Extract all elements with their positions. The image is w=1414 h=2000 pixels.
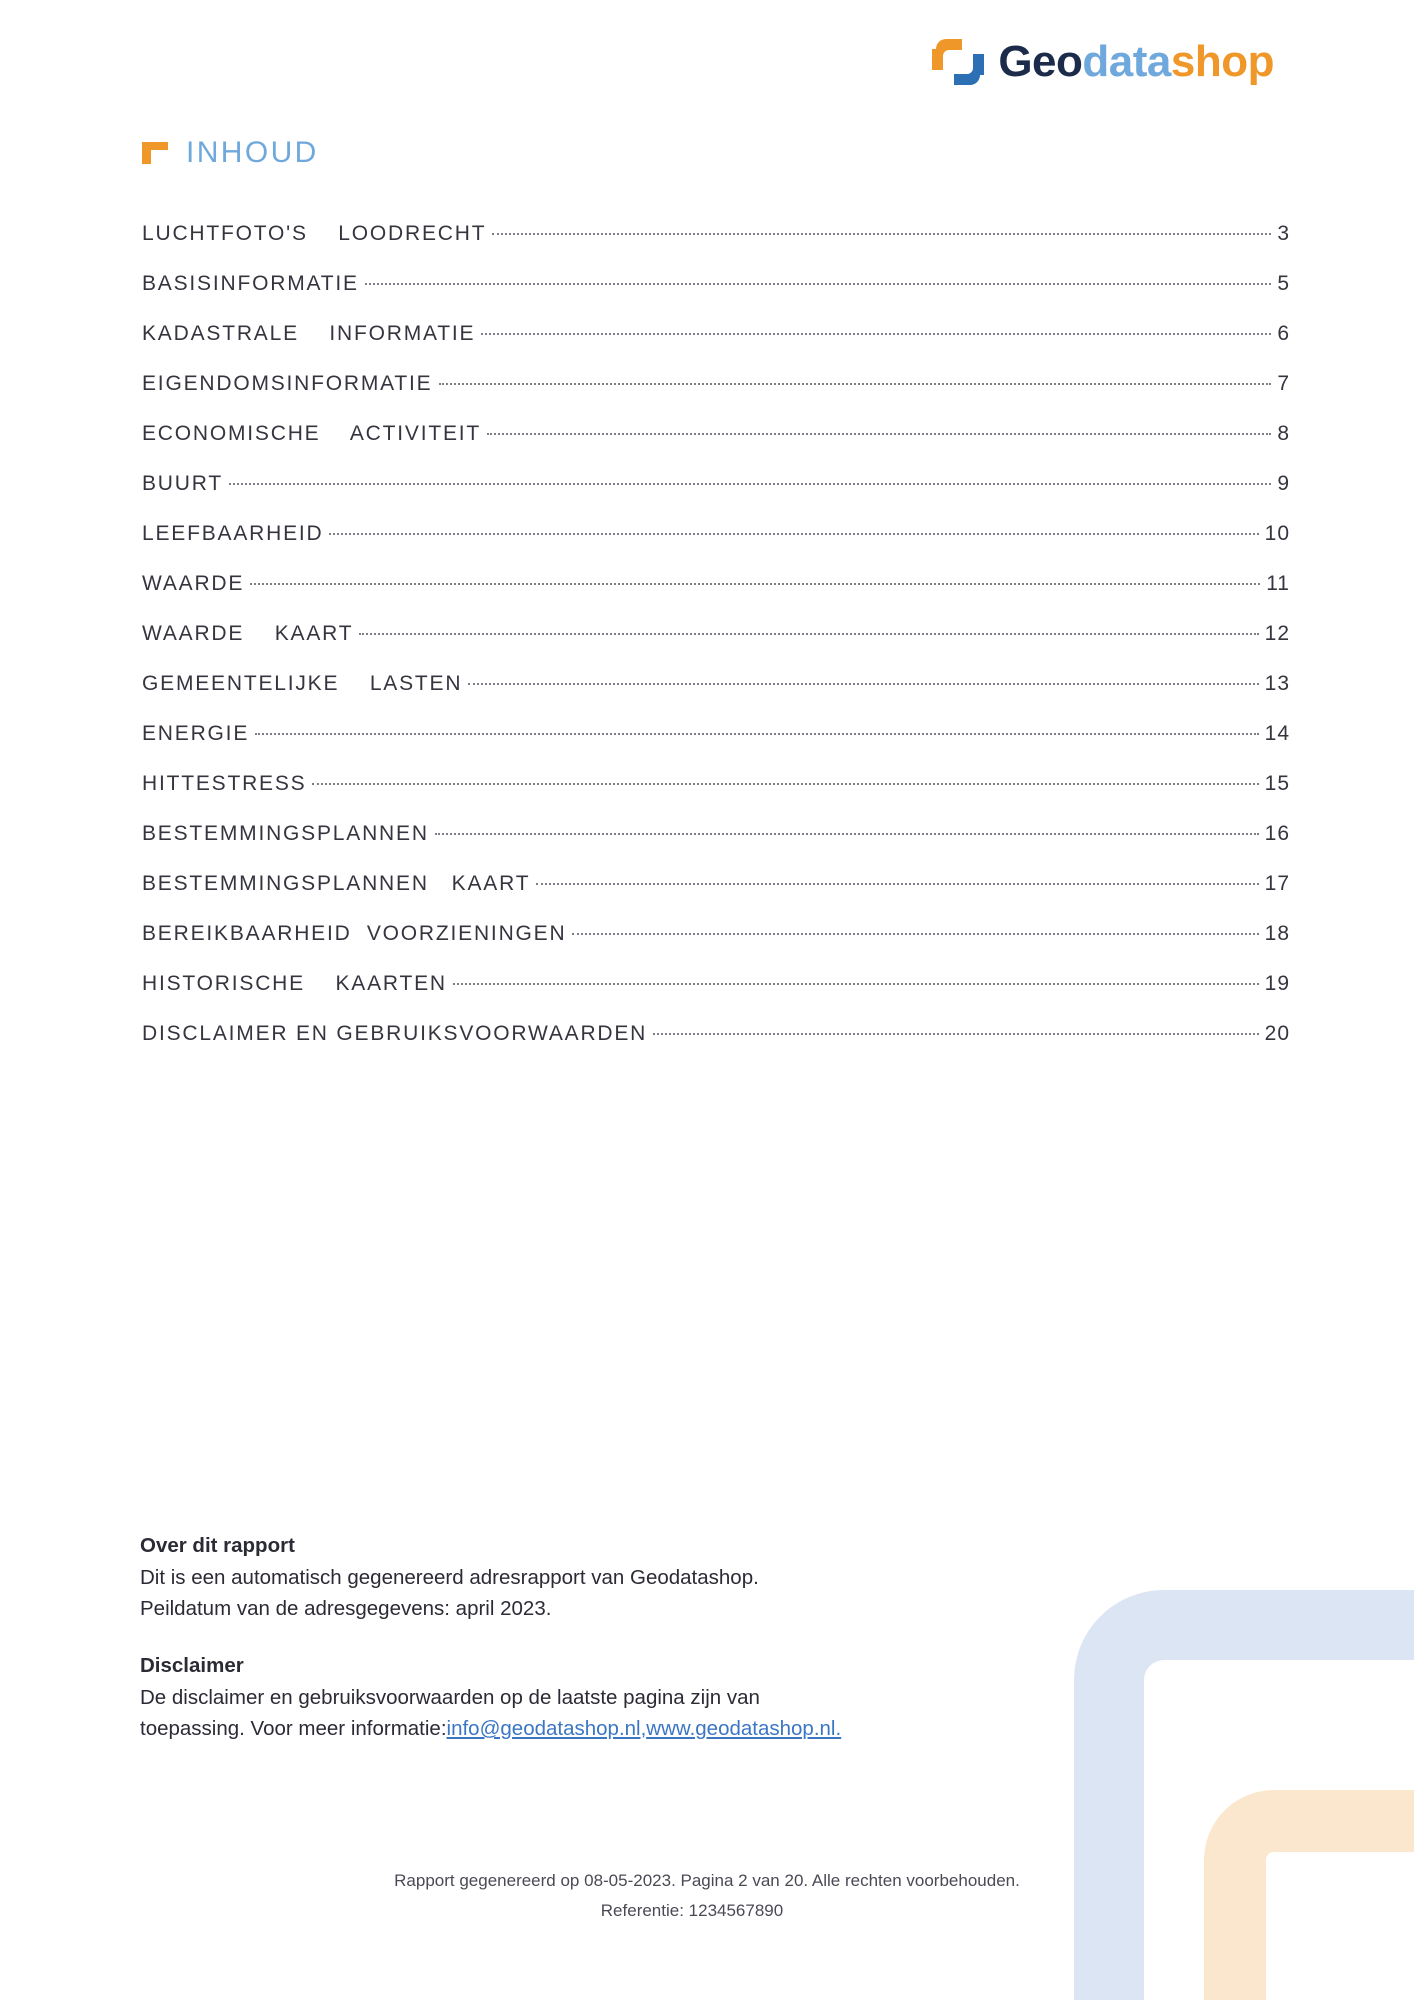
toc-entry-label: BESTEMMINGSPLANNEN (142, 822, 429, 845)
header (140, 0, 1274, 86)
toc-leader-dots (536, 882, 1258, 885)
toc-leader-dots (492, 232, 1271, 235)
toc-entry-label: DISCLAIMER EN GEBRUIKSVOORWAARDEN (142, 1022, 648, 1045)
toc-entry-label: ENERGIE (142, 722, 250, 745)
toc-entry[interactable] (142, 772, 1290, 822)
toc-entry-page: 7 (1277, 372, 1290, 395)
toc-entry-page: 12 (1264, 622, 1290, 645)
brand-wordmark (998, 37, 1274, 87)
toc-entry[interactable] (142, 822, 1290, 872)
footer-generated-line: Rapport gegenereerd op 08-05-2023. Pagina 2 van 20. Alle rechten voorbehouden. (394, 1871, 1020, 1890)
toc-entry-page: 20 (1264, 1022, 1290, 1045)
disclaimer-line-2-text: toepassing. Voor meer informatie: (140, 1717, 447, 1740)
toc-entry-page: 10 (1264, 522, 1290, 545)
toc-entry-page: 6 (1277, 322, 1290, 345)
toc-entry-label: BUURT (142, 472, 223, 495)
section-header (140, 136, 1274, 170)
about-report-block (140, 1530, 1040, 1744)
toc-leader-dots (481, 332, 1271, 335)
toc-leader-dots (487, 432, 1271, 435)
toc-entry[interactable] (142, 372, 1290, 422)
toc-entry[interactable] (142, 872, 1290, 922)
toc-entry[interactable] (142, 922, 1290, 972)
toc-entry[interactable] (142, 572, 1290, 622)
toc-entry-page: 14 (1264, 722, 1290, 745)
toc-entry-page: 11 (1266, 572, 1290, 595)
toc-entry-page: 5 (1277, 272, 1290, 295)
brand-geo: Geo (998, 37, 1083, 86)
toc-leader-dots (229, 482, 1271, 485)
brand-shop: shop (1170, 37, 1274, 86)
toc-entry-label: KADASTRALE INFORMATIE (142, 322, 476, 345)
toc-entry-label: LUCHTFOTO'S LOODRECHT (142, 222, 487, 245)
toc-entry[interactable] (142, 972, 1290, 1022)
toc-entry-page: 18 (1264, 922, 1290, 945)
about-heading: Over dit rapport (140, 1534, 295, 1557)
toc-leader-dots (255, 732, 1259, 735)
table-of-contents (142, 222, 1290, 1072)
toc-entry[interactable] (142, 272, 1290, 322)
brand-logo (932, 37, 1274, 87)
toc-entry-page: 9 (1277, 472, 1290, 495)
toc-leader-dots (312, 782, 1258, 785)
toc-entry-page: 8 (1277, 422, 1290, 445)
toc-entry[interactable] (142, 672, 1290, 722)
toc-leader-dots (653, 1032, 1258, 1035)
toc-entry[interactable] (142, 722, 1290, 772)
toc-entry-label: BASISINFORMATIE (142, 272, 359, 295)
toc-entry-page: 13 (1264, 672, 1290, 695)
toc-leader-dots (468, 682, 1258, 685)
toc-entry[interactable] (142, 472, 1290, 522)
toc-entry-label: ECONOMISCHE ACTIVITEIT (142, 422, 482, 445)
toc-leader-dots (439, 382, 1272, 385)
toc-entry-page: 19 (1264, 972, 1290, 995)
toc-entry-label: BESTEMMINGSPLANNEN KAART (142, 872, 531, 895)
page-title: INHOUD (186, 136, 319, 169)
disclaimer-line-2 (140, 1713, 1040, 1744)
toc-entry[interactable] (142, 322, 1290, 372)
page-footer (0, 1866, 1414, 1926)
email-link[interactable]: info@geodatashop.nl, (446, 1717, 647, 1740)
footer-reference-line: Referentie: 1234567890 (600, 1901, 784, 1920)
toc-entry-page: 16 (1264, 822, 1290, 845)
toc-leader-dots (453, 982, 1259, 985)
toc-entry-label: BEREIKBAARHEID VOORZIENINGEN (142, 922, 567, 945)
flag-icon (140, 140, 170, 166)
toc-entry[interactable] (142, 222, 1290, 272)
toc-leader-dots (250, 582, 1260, 585)
website-link[interactable]: www.geodatashop.nl. (646, 1717, 842, 1740)
toc-entry[interactable] (142, 422, 1290, 472)
about-line-2: Peildatum van de adresgegevens: april 2023. (140, 1597, 552, 1620)
toc-entry-label: EIGENDOMSINFORMATIE (142, 372, 433, 395)
toc-entry[interactable] (142, 1022, 1290, 1072)
brand-data: data (1082, 37, 1171, 86)
toc-entry[interactable] (142, 622, 1290, 672)
disclaimer-line-1: De disclaimer en gebruiksvoorwaarden op de laatste pagina zijn van (140, 1686, 760, 1709)
disclaimer-heading: Disclaimer (140, 1654, 244, 1677)
about-line-1: Dit is een automatisch gegenereerd adresrapport van Geodatashop. (140, 1566, 759, 1589)
toc-leader-dots (359, 632, 1258, 635)
toc-leader-dots (572, 932, 1258, 935)
toc-entry-label: GEMEENTELIJKE LASTEN (142, 672, 463, 695)
toc-entry-label: LEEFBAARHEID (142, 522, 324, 545)
toc-entry-label: WAARDE (142, 572, 245, 595)
toc-entry-label: WAARDE KAART (142, 622, 354, 645)
toc-leader-dots (435, 832, 1259, 835)
toc-leader-dots (329, 532, 1258, 535)
toc-entry-page: 3 (1277, 222, 1290, 245)
toc-entry-label: HITTESTRESS (142, 772, 307, 795)
toc-leader-dots (365, 282, 1272, 285)
toc-entry-label: HISTORISCHE KAARTEN (142, 972, 447, 995)
toc-entry-page: 15 (1264, 772, 1290, 795)
spacer (140, 1624, 1040, 1650)
geodatashop-logo-icon (932, 39, 984, 85)
toc-entry[interactable] (142, 522, 1290, 572)
toc-entry-page: 17 (1264, 872, 1290, 895)
